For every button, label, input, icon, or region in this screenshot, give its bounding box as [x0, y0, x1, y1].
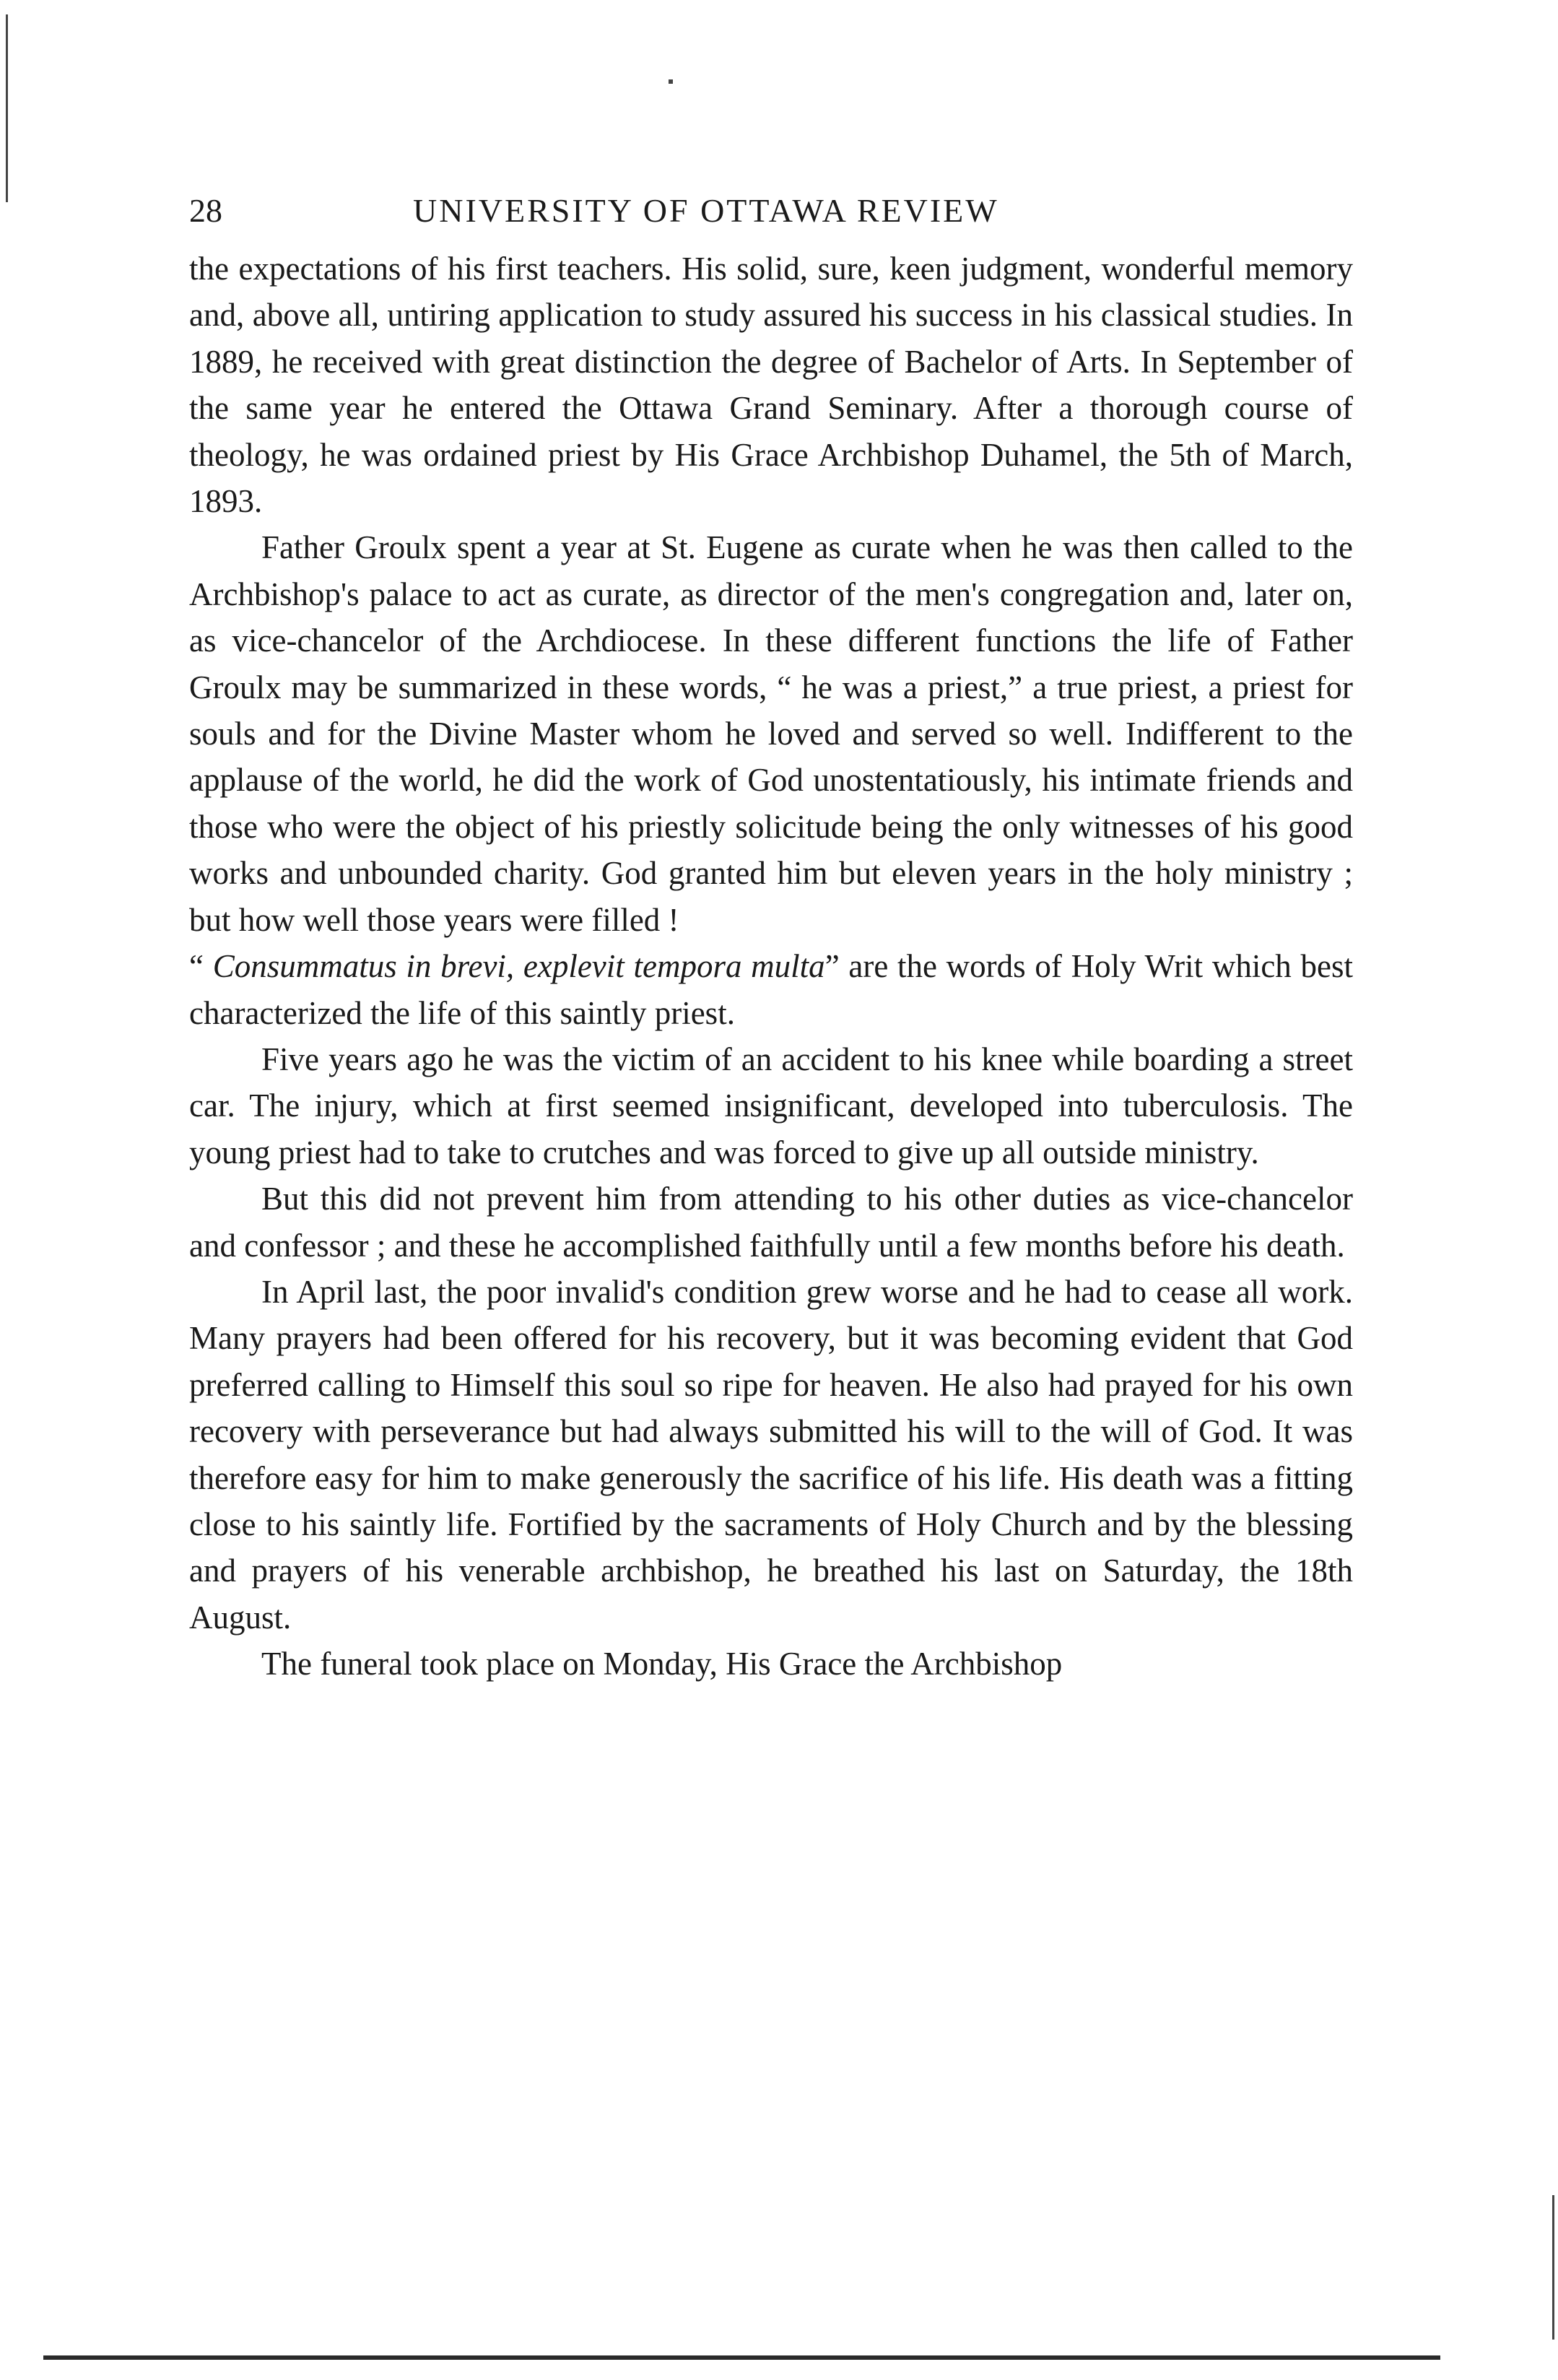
bottom-rule	[43, 2355, 1440, 2360]
quote-close-text: ” are the words of Holy Writ which best characterized the life of this saintly priest.	[189, 948, 1354, 1031]
scan-dot-mark	[669, 79, 673, 84]
running-title: UNIVERSITY OF OTTAWA REVIEW	[413, 192, 999, 229]
paragraph-5: In April last, the poor invalid's condition grew worse and he had to cease all work. Many prayers had been offered for his recovery, but it was becoming evident that God preferred calling to Himself this soul so ripe for heaven. He also had prayed for his own recovery with perseverance but had always submitted his will to the will of God. It was therefore easy for him to make generously the sacrifice of his life. His death was a fitting close to his saintly life. Fortified by the sacraments of Holy Church and by the blessing and prayers of his venerable archbishop, he breathed his last on Saturday, the 18th August.	[189, 1273, 1353, 1636]
paragraph-2	[189, 524, 1353, 1035]
paragraph-2-text: Father Groulx spent a year at St. Eugene as curate when he was then called to the Archbishop's palace to act as curate, as director of the men's congregation and, later on, as vice-chancelor of the Archdiocese. In these different functions the life of Father Groulx may be summarized in these words, “ he was a priest,” a true priest, a priest for souls and for the Divine Master whom he loved and served so well. Indifferent to the applause of the world, he did the work of God unostentatiously, his intimate friends and those who were the object of his priestly solicitude being the only witnesses of his good works and unbounded charity. God granted him but eleven years in the holy ministry ; but how well those years were filled !	[189, 529, 1353, 938]
scan-edge-mark-right	[1552, 2195, 1554, 2340]
paragraph-6: The funeral took place on Monday, His Grace the Archbishop	[261, 1646, 1063, 1682]
article-body	[189, 246, 1353, 1688]
paragraph-4: But this did not prevent him from attending to his other duties as vice-chancelor and confessor ; and these he accomplished faithfully until a few months before his death.	[189, 1181, 1353, 1264]
scan-edge-mark	[6, 14, 8, 202]
paragraph-1: the expectations of his first teachers. His solid, sure, keen judgment, wonderful memory and, above all, untiring application to study assured his success in his classical studies. In 1889, he received with great distinction the degree of Bachelor of Arts. In September of the same year he entered the Ottawa Grand Seminary. After a thorough course of theology, he was ordained priest by His Grace Archbishop Duhamel, the 5th of March, 1893.	[189, 251, 1353, 520]
latin-quotation: Consummatus in brevi, explevit tempora multa	[212, 948, 825, 985]
quote-open-mark: “	[189, 948, 213, 985]
paragraph-3: Five years ago he was the victim of an accident to his knee while boarding a street car. The injury, which at first seemed insignificant, developed into tuberculosis. The young priest had to take to crutches and was forced to give up all outside ministry.	[189, 1041, 1353, 1171]
page-header	[189, 189, 1359, 240]
page-number: 28	[189, 192, 222, 229]
